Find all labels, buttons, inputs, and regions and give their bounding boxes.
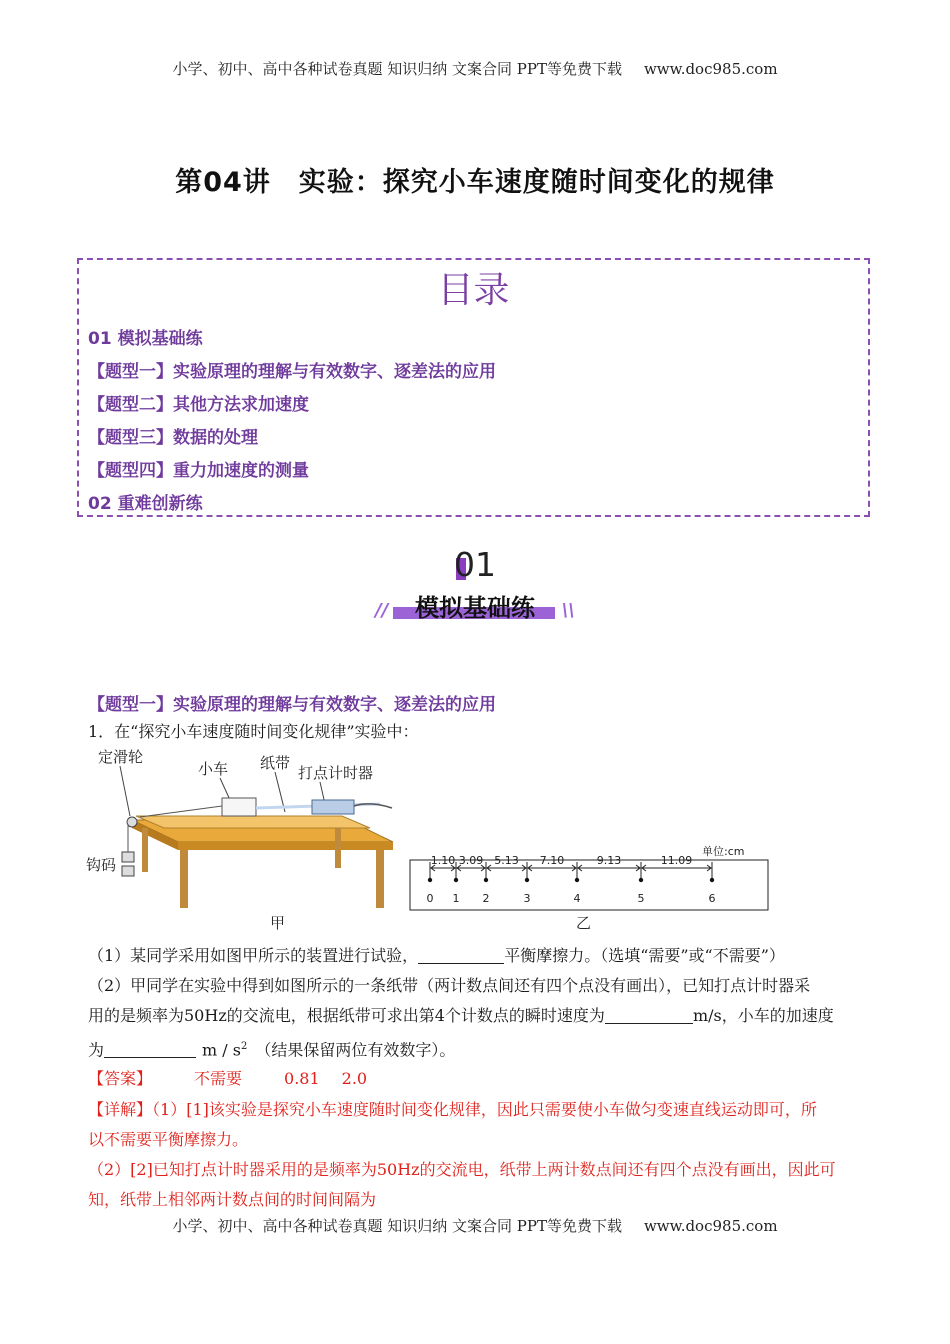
tape-segment-label: 3.09 (458, 854, 484, 867)
cart-icon (222, 798, 256, 816)
label-fig-a: 甲 (270, 914, 286, 932)
weight-icon (122, 852, 134, 862)
part2-text-d: （结果保留两位有效数字）。 (255, 1040, 456, 1060)
toc-heading: 目录 (437, 270, 510, 311)
section-label-row (0, 588, 950, 623)
explanation-line2: 以不需要平衡摩擦力。 (88, 1130, 249, 1149)
tape-segment-label: 11.09 (660, 854, 693, 867)
page-footer (0, 1215, 950, 1236)
answer-line (88, 1069, 367, 1089)
page-header (0, 58, 950, 79)
answer-value: 0.81 (284, 1069, 320, 1088)
part1-text-a: （1）某同学采用如图甲所示的装置进行试验， (88, 946, 419, 965)
part2-text-a: 用的是频率为50Hz的交流电，根据纸带可求出第4个计数点的瞬时速度为 (88, 1006, 605, 1025)
accel-unit-exponent: 2 (240, 1041, 248, 1052)
toc-item[interactable]: 02 重难创新练 (88, 494, 203, 514)
tape-point-label: 5 (637, 892, 645, 905)
label-tape: 纸带 (260, 754, 291, 772)
part2-text-b: m/s，小车的加速度 (692, 1006, 834, 1025)
explanation-line1 (88, 1100, 817, 1120)
label-fig-b: 乙 (576, 914, 592, 932)
label-cart: 小车 (198, 760, 229, 778)
section-left-mark: // (375, 600, 389, 621)
tape-point-label: 4 (573, 892, 581, 905)
tape-point (428, 878, 432, 882)
tape-point (484, 878, 488, 882)
part2-text-c: 为 (88, 1040, 105, 1060)
toc-item[interactable]: 【题型二】其他方法求加速度 (88, 395, 309, 415)
table-of-contents (77, 258, 870, 517)
tape-point (575, 878, 579, 882)
tape-point-label: 6 (708, 892, 716, 905)
accel-unit: m / s (202, 1040, 241, 1060)
experiment-figure (80, 742, 780, 934)
header-url[interactable]: www.doc985.com (643, 60, 778, 78)
tape-segment-label: 5.13 (494, 854, 519, 867)
label-pulley: 定滑轮 (98, 748, 144, 766)
part2-line2 (88, 1006, 834, 1026)
part2-line1: （2）甲同学在实验中得到如图所示的一条纸带（两计数点间还有四个点没有画出），已知打点计时器采 (88, 976, 811, 995)
label-timer: 打点计时器 (298, 764, 374, 782)
answer-value: 不需要 (194, 1069, 243, 1088)
section-number: 01 (454, 545, 496, 584)
toc-item[interactable]: 【题型三】数据的处理 (88, 428, 258, 448)
tape-point (454, 878, 458, 882)
part1-text-b: 平衡摩擦力。（选填“需要”或“不需要”） (504, 946, 785, 965)
toc-item[interactable]: 01 模拟基础练 (88, 329, 203, 349)
label-weights: 钩码 (86, 856, 117, 874)
part1-line (88, 946, 785, 966)
table-illustration (122, 798, 393, 908)
tape-point-label: 3 (523, 892, 531, 905)
tape-point-label: 2 (482, 892, 490, 905)
tape-segment-label: 1.10 (430, 854, 456, 867)
section-label: 模拟基础练 (415, 594, 535, 622)
question-type-heading: 【题型一】实验原理的理解与有效数字、逐差法的应用 (88, 695, 496, 715)
answer-blank-2[interactable] (605, 1007, 693, 1024)
tape-segment-label: 7.10 (539, 854, 565, 867)
answer-value: 2.0 (341, 1069, 368, 1088)
page-title (0, 160, 950, 199)
tape-point (525, 878, 529, 882)
answer-label: 【答案】 (88, 1069, 153, 1088)
answer-blank-3[interactable] (104, 1041, 196, 1058)
explanation-label: 【详解】 (88, 1100, 153, 1119)
explanation-line3: （2）[2]已知打点计时器采用的是频率为50Hz的交流电，纸带上两计数点间还有四个点没有画出，因此可 (88, 1160, 836, 1179)
tape-point (710, 878, 714, 882)
tape-point-label: 1 (452, 892, 460, 905)
part2-line3 (88, 1037, 455, 1060)
lecture-number: 第04讲 (175, 167, 271, 198)
tape-segment-label: 9.13 (596, 854, 622, 867)
tape-point (639, 878, 643, 882)
timer-icon (312, 800, 354, 814)
explanation-line4: 知，纸带上相邻两计数点间的时间间隔为 (88, 1190, 377, 1209)
lecture-topic: 实验：探究小车速度随时间变化的规律 (298, 167, 775, 198)
section-right-mark: \\ (561, 600, 575, 621)
footer-text: 小学、初中、高中各种试卷真题 知识归纳 文案合同 PPT等免费下载 (172, 1217, 622, 1235)
footer-url[interactable]: www.doc985.com (643, 1217, 778, 1235)
toc-item[interactable]: 【题型四】重力加速度的测量 (88, 461, 309, 481)
answer-blank-1[interactable] (418, 947, 504, 964)
label-unit: 单位:cm (702, 845, 745, 858)
tape-point-label: 0 (426, 892, 434, 905)
question-stem: 1．在“探究小车速度随时间变化规律”实验中： (88, 722, 419, 741)
explanation-text: （1）[1]该实验是探究小车速度随时间变化规律，因此只需要使小车做匀变速直线运动即可，所 (152, 1100, 817, 1119)
header-text: 小学、初中、高中各种试卷真题 知识归纳 文案合同 PPT等免费下载 (172, 60, 622, 78)
toc-item[interactable]: 【题型一】实验原理的理解与有效数字、逐差法的应用 (88, 362, 496, 382)
